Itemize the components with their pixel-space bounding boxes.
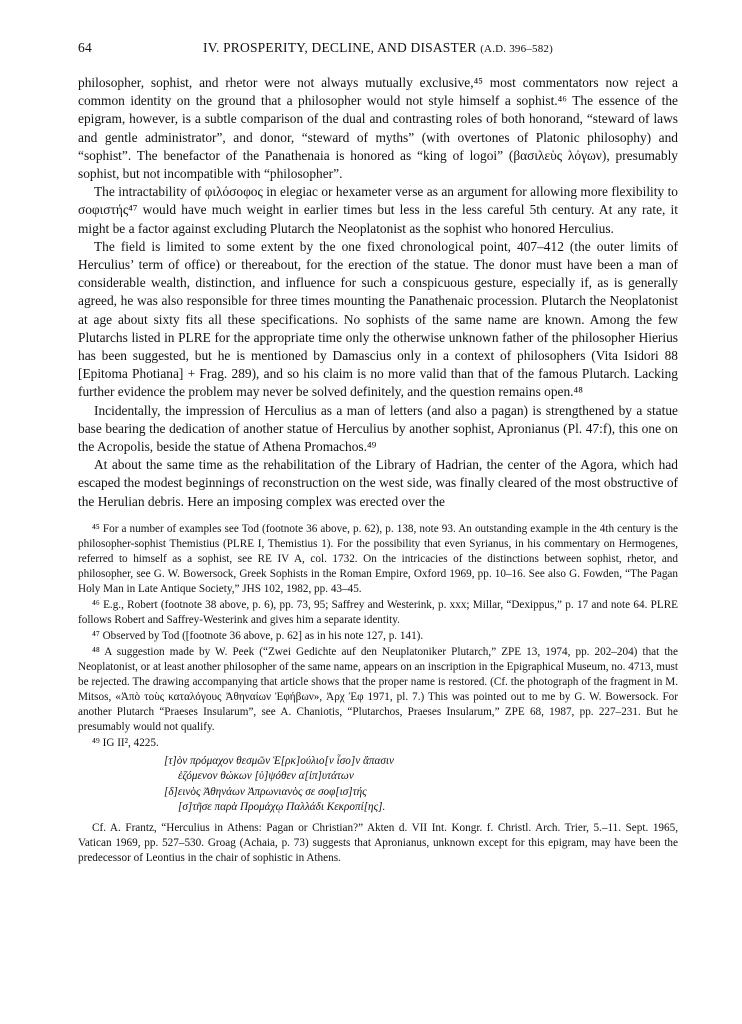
verse-line: [σ]τῆσε παρὰ Προμάχῳ Παλλάδι Κεκροπί[ης].: [178, 801, 386, 814]
footnote-49-continuation: Cf. A. Frantz, “Herculius in Athens: Pagan or Christian?” Akten d. VII Int. Kongr. f. Christl. Arch. Trier, 5.–11. Sept. 1965, Vatican 1969, pp. 527–530. Groag (Achaia, p. 73) suggests that Apronianus, unknown except for this epigram, may have been the predecessor of Leontius in the chair of sophistic in Athens.: [78, 821, 678, 864]
chapter-date-range: (A.D. 396–582): [480, 43, 553, 55]
paragraph-2: The intractability of φιλόσοφος in elegiac or hexameter verse as an argument for allowing more flexibility to σοφιστής⁴⁷ would have much weight in earlier times but less in the less careful 5th century. At any rate, it might be a factor against excluding Plutarch the Neoplatonist as the sophist who honored Herculius.: [78, 184, 678, 236]
paragraph-5: At about the same time as the rehabilitation of the Library of Hadrian, the center of the Agora, which had escaped the modest beginnings of reconstruction on the west side, was finally cleared of the most obstructive of the Herulian debris. Here an imposing complex was erected over the: [78, 457, 678, 509]
footnotes: [78, 522, 678, 866]
footnote-45: ⁴⁵ For a number of examples see Tod (footnote 36 above, p. 62), p. 138, note 93. An outstanding example in the 4th century is the philosopher-sophist Themistius (PLRE I, Themistius 1). For the possibility that even Syrianus, in his commentary on Hermogenes, referred to himself as a sophist, see RE IV A, col. 1732. On the intricacies of the distinctions between sophist, rhetor, and philosopher, see G. W. Bowersock, Greek Sophists in the Roman Empire, Oxford 1969, pp. 10–16. See also G. Fowden, “The Pagan Holy Man in Late Antique Society,” JHS 102, 1982, pp. 43–45.: [78, 522, 678, 595]
verse-line: ἑζόμενον θώκων [ὑ]ψόθεν α[ἰπ]υτάτων: [178, 770, 354, 783]
paragraph-1: philosopher, sophist, and rhetor were not always mutually exclusive,⁴⁵ most commentators now reject a common identity on the ground that a philosopher would not style himself a sophist.⁴⁶ The essence of the epigram, however, is a subtle comparison of the dual and contrasting roles of both honorand, “steward of laws and gentle administrator”, and donor, “steward of myths” (with overtones of Platonic philosophy) and “sophist”. The benefactor of the Panathenaia is honored as “king of logoi” (βασιλεὺς λόγων), presumably sophist, but not incompatible with “philosopher”.: [78, 75, 678, 182]
chapter-title: IV. PROSPERITY, DECLINE, AND DISASTER: [203, 40, 477, 55]
paragraph-4: Incidentally, the impression of Herculius as a man of letters (and also a pagan) is strengthened by a statue base bearing the dedication of another statue of Herculius by another sophist, Apronianus (Pl. 47:f), this one on the Acropolis, beside the statue of Athena Promachos.⁴⁹: [78, 402, 678, 455]
page-number: 64: [78, 40, 92, 55]
verse-line: [δ]εινὸς Ἀθηνάων Ἀπρωνιανὸς σε σοφ[ισ]τής: [164, 785, 367, 798]
verse-line: [τ]ὸν πρόμαχον θεσμῶν Ἑ[ρκ]ούλιο[ν ἶσο]ν ἅπασιν: [164, 754, 394, 767]
running-title: [118, 40, 678, 56]
footnote-48: ⁴⁸ A suggestion made by W. Peek (“Zwei Gedichte auf den Neuplatoniker Plutarch,” ZPE 13, 1974, pp. 202–204) that the Neoplatonist, or at least another philosopher of the same name, appears on an inscription in the Epigraphical Museum, no. 4713, must be rejected. The drawing accompanying that article shows that the proper name is restored. (Cf. the photograph of the fragment in M. Mitsos, «Ἀπὸ τοὺς καταλόγους Ἀθηναίων Ἐφήβων», Ἀρχ Ἐφ 1971, pl. 7.) This was pointed out to me by G. W. Bowersock. For another Plutarch “Praeses Insularum”, see A. Chaniotis, “Plutarchos, Praeses Insularum,” ZPE 68, 1987, pp. 227–231. But he presumably would not qualify.: [78, 645, 678, 733]
paragraph-3: The field is limited to some extent by the one fixed chronological point, 407–412 (the outer limits of Herculius’ term of office) or thereabout, for the erection of the statue. The donor must have been a man of considerable wealth, distinction, and influence for such a conspicuous gesture, especially if, as is generally agreed, he was also responsible for three times mounting the Panathenaic procession. Plutarch the Neoplatonist at age about sixty fits all these specifications. No sophists of the same name are known. Among the few Plutarchs listed in PLRE for the appropriate time only the otherwise unknown father of the philosopher Hierius has been suggested, but he is mentioned by Damascius only in a context of philosophers (Vita Isidori 88 [Epitoma Photiana] + Frag. 289), and so his claim is no more valid than that of the famous Plutarch. Lacking further evidence the problem may never be solved definitely, and the question remains open.⁴⁸: [78, 238, 678, 400]
page: [78, 40, 678, 867]
footnote-46: ⁴⁶ E.g., Robert (footnote 38 above, p. 6), pp. 73, 95; Saffrey and Westerink, p. xxx; Millar, “Dexippus,” p. 17 and note 64. PLRE follows Robert and Saffrey-Westerink and gives him a separate identity.: [78, 598, 678, 626]
footnote-47: ⁴⁷ Observed by Tod ([footnote 36 above, p. 62] as in his note 127, p. 141).: [92, 629, 424, 642]
running-header: [78, 40, 678, 56]
main-text: [78, 74, 678, 511]
footnote-49: ⁴⁹ IG II², 4225.: [92, 736, 159, 749]
greek-epigram: [164, 754, 678, 816]
